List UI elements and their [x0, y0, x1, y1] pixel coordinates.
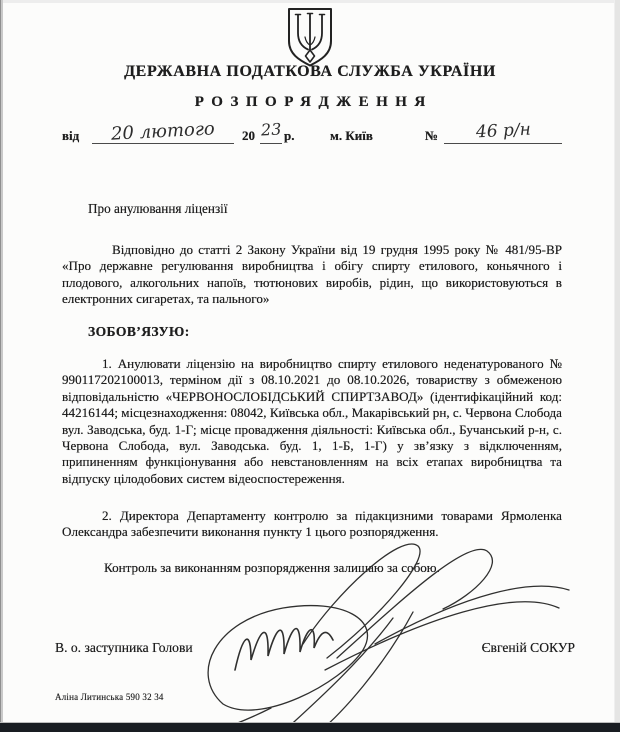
date-field: [92, 120, 234, 144]
signer-position: В. о. заступника Голови: [55, 640, 193, 655]
year-printed: 20: [242, 128, 255, 143]
order-item-2: 2. Директора Департаменту контролю за підакцизними товарами Ярмоленка Олександра забезпечити виконання пункту 1 цього розпорядження.: [62, 508, 562, 540]
order-item-1: 1. Анулювати ліцензію на виробництво спирту етилового неденатурованого № 990117202100013, терміном дії з 08.10.2021 до 08.10.2026, товариству з обмеженою відповідальністю «ЧЕРВОНОСЛОБІДСЬКИЙ СПИРТЗАВОД» (ідентифікаційний код: 44216144; місцезнаходження: 08042, Київська обл., Макарівський рн, с. Червона Слобода вул. Заводська, буд. 1-Г; місце провадження діяльності: Київська обл., Бучанський р-н, с. Червона Слобода, вул. Заводська. буд. 1, 1-Б, 1-Г) у зв’язку з відключенням, припиненням функціонування або невстановленням на всіх етапах виробництва та відпуску цілодобових систем відеоспостереження.: [62, 356, 562, 486]
intro-paragraph: Відповідно до статті 2 Закону України від 19 грудня 1995 року № 481/95-ВР «Про державне регулювання виробництва і обігу спирту етилового, коньячного і плодового, алкогольних напоїв, тютюнових виробів, рідин, що використовуються в електронних сигаретах, та пального»: [62, 242, 562, 307]
doc-type-title: РОЗПОРЯДЖЕННЯ: [194, 94, 433, 110]
signer-name: Євгеній СОКУР: [481, 640, 575, 655]
footer-contact: Аліна Литинська 590 32 34: [55, 692, 164, 702]
handwritten-signature-icon: [175, 522, 575, 732]
number-handwritten: 46 р/н: [475, 119, 531, 143]
obligation-heading: ЗОБОВ’ЯЗУЮ:: [88, 324, 190, 339]
scan-edge-left: [0, 0, 3, 732]
year-field: [260, 120, 282, 144]
control-statement: Контроль за виконанням розпорядження залишаю за собою.: [104, 560, 440, 575]
year-handwritten: 23: [260, 119, 282, 140]
date-handwritten: 20 лютого: [110, 118, 216, 145]
subject-line: Про анулювання ліцензії: [88, 201, 228, 216]
dateline: [62, 120, 562, 154]
year-suffix: р.: [284, 128, 295, 143]
number-label: №: [425, 128, 439, 143]
scan-edge-top: [0, 0, 620, 3]
number-field: [444, 120, 562, 144]
org-name: ДЕРЖАВНА ПОДАТКОВА СЛУЖБА УКРАЇНИ: [124, 63, 496, 80]
scan-edge-bottom: [0, 723, 620, 732]
signature-row: [55, 640, 575, 656]
scan-edge-right: [614, 0, 620, 732]
date-from-label: від: [62, 128, 80, 143]
city-label: м. Київ: [330, 128, 373, 143]
